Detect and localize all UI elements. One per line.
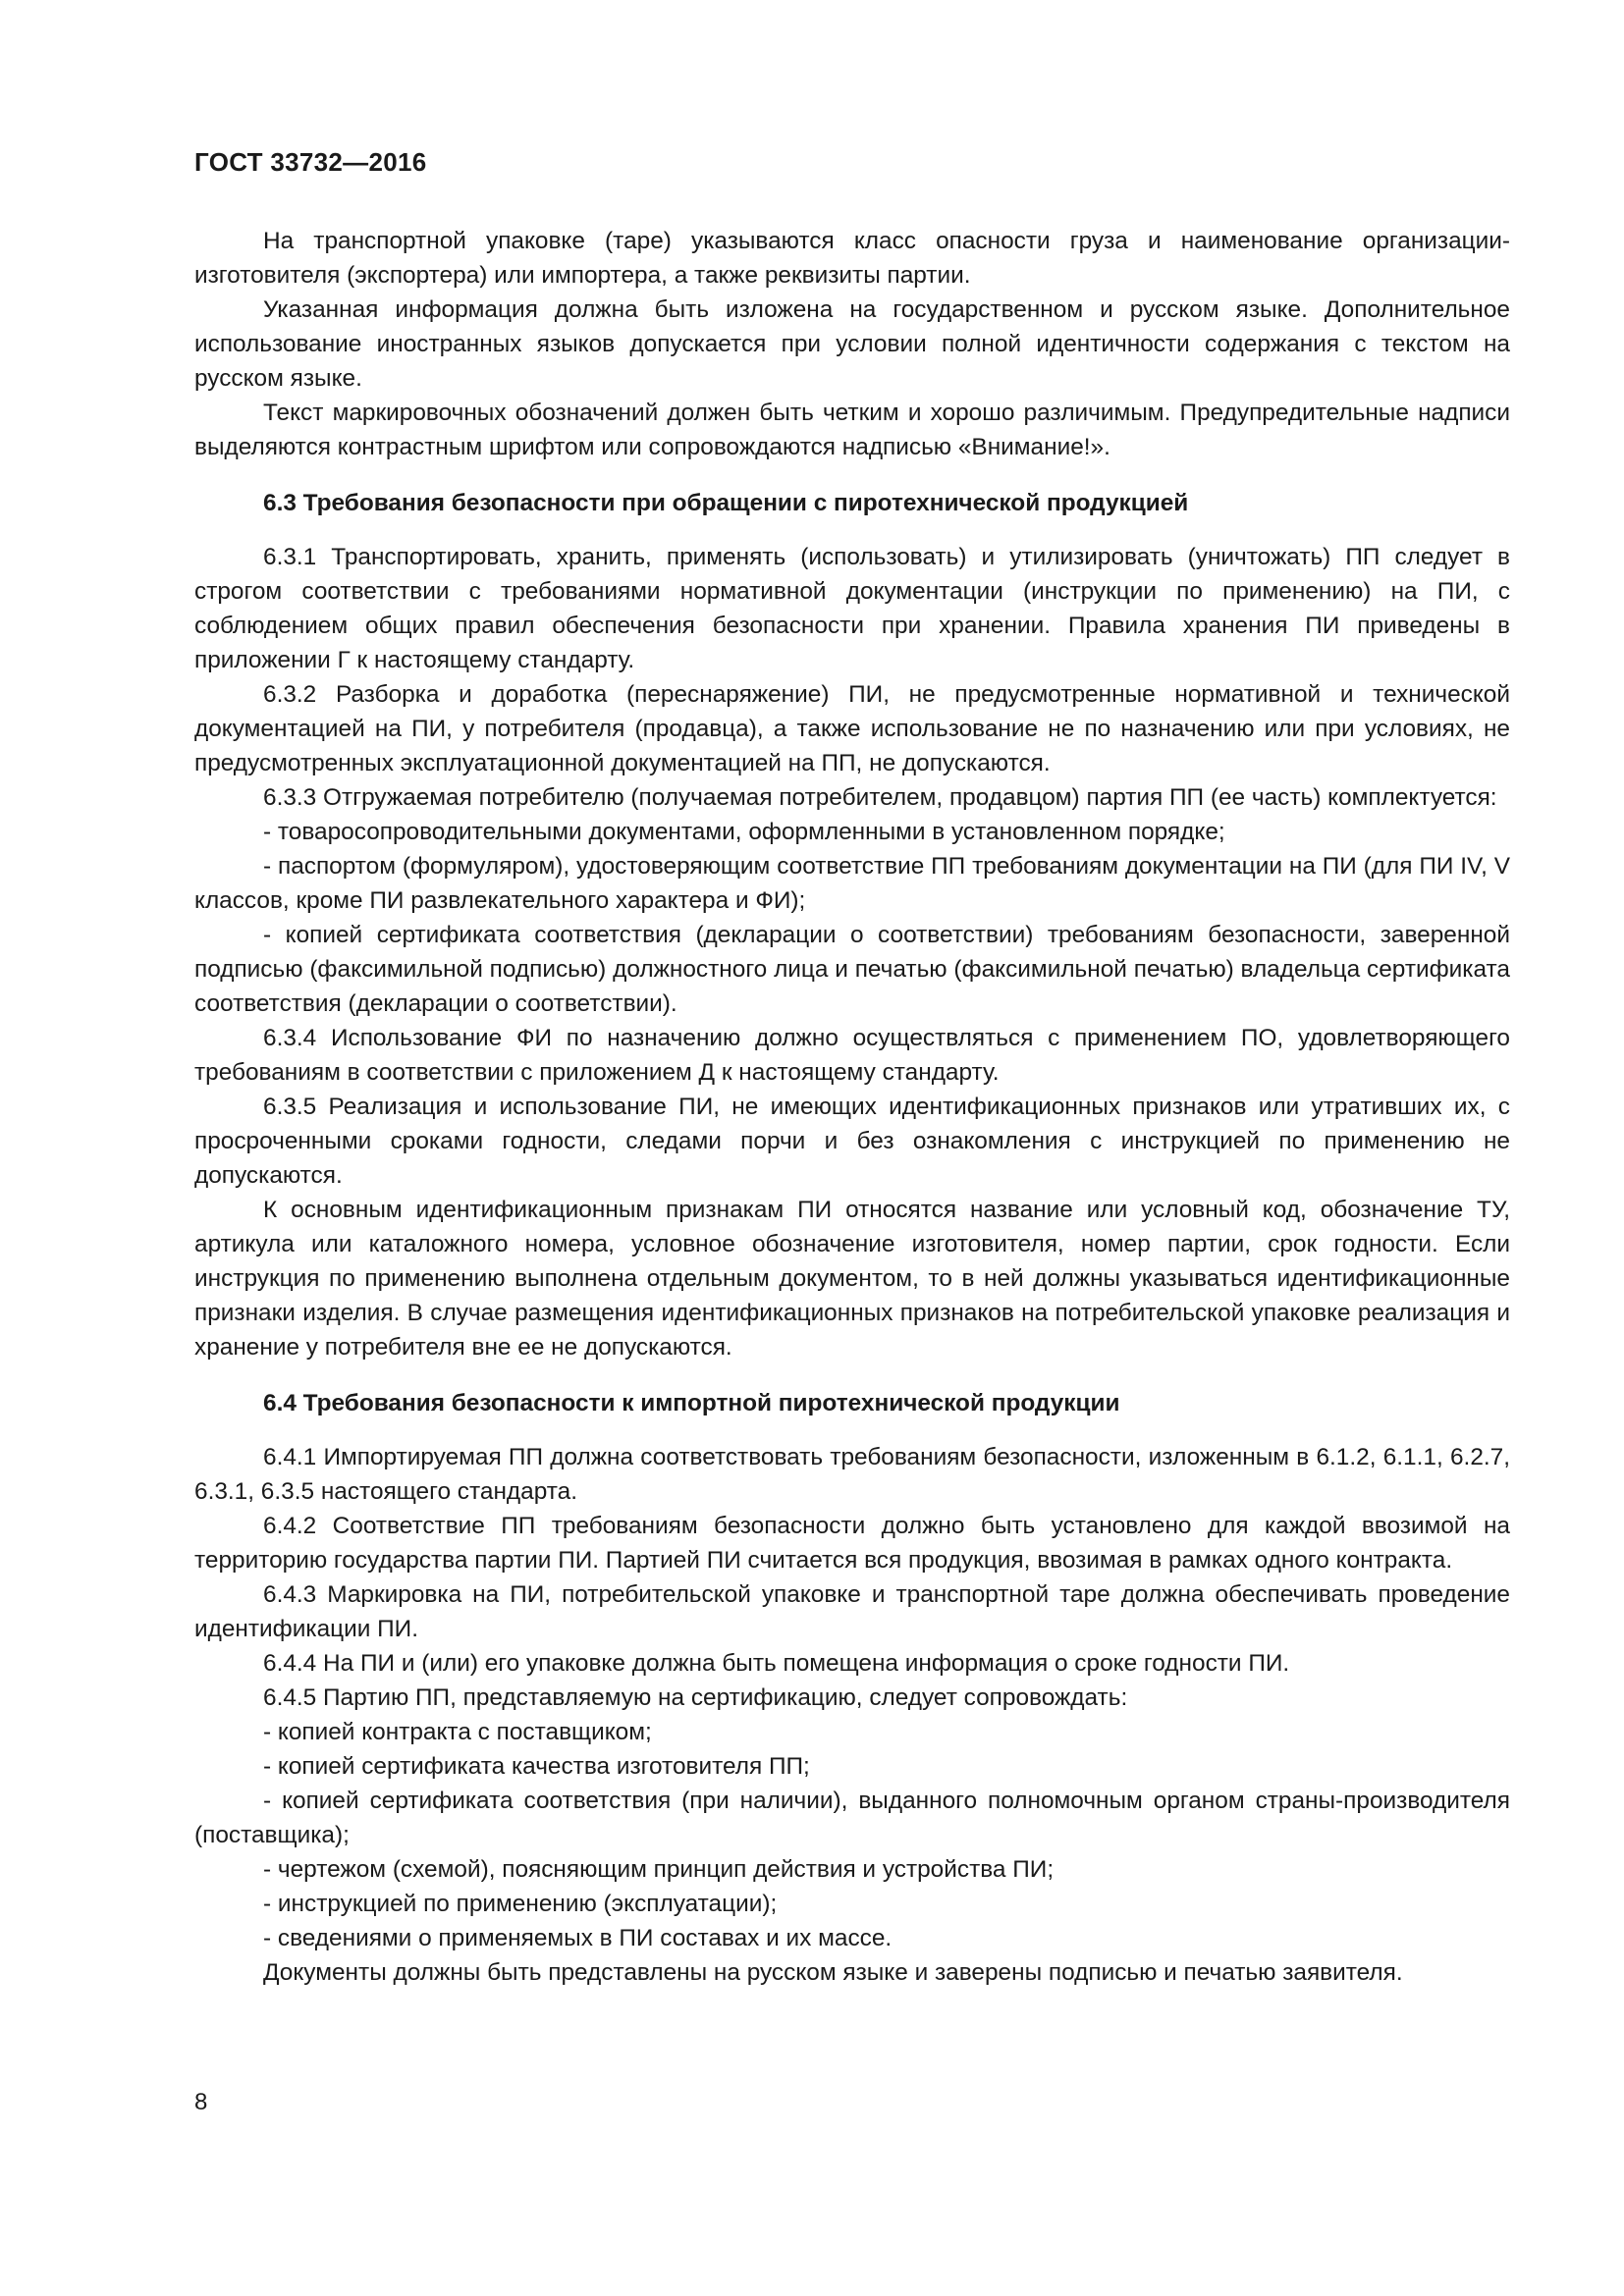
paragraph: К основным идентификационным признакам ПИ относятся название или условный код, обозначение ТУ, артикула или каталожного номера, условное обозначение изготовителя, номер партии, срок годности. Если инструкция по применению выполнена отдельным документом, то в ней должны указываться идентификационные признаки изделия. В случае размещения идентификационных признаков на потребительской упаковке реализация и хранение у потребителя вне ее не допускаются.: [194, 1197, 1510, 1361]
paragraph: 6.3.5 Реализация и использование ПИ, не имеющих идентификационных признаков или утративших их, с просроченными сроками годности, следами порчи и без ознакомления с инструкцией по применению не допускаются.: [194, 1094, 1510, 1189]
list-item: - копией сертификата качества изготовителя ПП;: [263, 1753, 810, 1780]
paragraph: Документы должны быть представлены на русском языке и заверены подписью и печатью заявителя.: [263, 1959, 1403, 1986]
paragraph: Текст маркировочных обозначений должен быть четким и хорошо различимым. Предупредительные надписи выделяются контрастным шрифтом или сопровождаются надписью «Внимание!».: [194, 400, 1510, 460]
paragraph: 6.4.2 Соответствие ПП требованиям безопасности должно быть установлено для каждой ввозимой на территорию государства партии ПИ. Партией ПИ считается вся продукция, ввозимая в рамках одного контракта.: [194, 1513, 1510, 1574]
list-item: - чертежом (схемой), поясняющим принцип действия и устройства ПИ;: [263, 1856, 1055, 1883]
list-item: - копией сертификата соответствия (декларации о соответствии) требованиям безопасности, заверенной подписью (факсимильной подписью) должностного лица и печатью (факсимильной печатью) владельца сертификата соответствия (декларации о соответствии).: [194, 922, 1510, 1017]
paragraph: На транспортной упаковке (таре) указываются класс опасности груза и наименование организации-изготовителя (экспортера) или импортера, а также реквизиты партии.: [194, 228, 1510, 289]
paragraph: 6.4.5 Партию ПП, представляемую на сертификацию, следует сопровождать:: [263, 1684, 1128, 1711]
section-heading-6-4: 6.4 Требования безопасности к импортной пиротехнической продукции: [263, 1390, 1120, 1416]
paragraph: 6.4.4 На ПИ и (или) его упаковке должна быть помещена информация о сроке годности ПИ.: [263, 1650, 1290, 1677]
paragraph: 6.3.4 Использование ФИ по назначению должно осуществляться с применением ПО, удовлетворяющего требованиям в соответствии с приложением Д к настоящему стандарту.: [194, 1025, 1510, 1086]
list-item: - копией сертификата соответствия (при наличии), выданного полномочным органом страны-производителя (поставщика);: [194, 1788, 1510, 1848]
paragraph: 6.3.3 Отгружаемая потребителю (получаемая потребителем, продавцом) партия ПП (ее часть) комплектуется:: [263, 784, 1497, 811]
paragraph: 6.4.1 Импортируемая ПП должна соответствовать требованиям безопасности, изложенным в 6.1.2, 6.1.1, 6.2.7, 6.3.1, 6.3.5 настоящего стандарта.: [194, 1444, 1510, 1505]
list-item: - паспортом (формуляром), удостоверяющим соответствие ПП требованиям документации на ПИ (для ПИ IV, V классов, кроме ПИ развлекательного характера и ФИ);: [194, 853, 1510, 914]
document-header: ГОСТ 33732—2016: [194, 147, 427, 177]
section-heading-6-3: 6.3 Требования безопасности при обращении с пиротехнической продукцией: [263, 490, 1189, 516]
document-body: [194, 224, 1510, 1990]
page-number: 8: [194, 2089, 208, 2115]
list-item: - копией контракта с поставщиком;: [263, 1719, 652, 1745]
paragraph: 6.3.1 Транспортировать, хранить, применять (использовать) и утилизировать (уничтожать) ПП следует в строгом соответствии с требованиями нормативной документации (инструкции по применению) на ПИ, с соблюдением общих правил обеспечения безопасности при хранении. Правила хранения ПИ приведены в приложении Г к настоящему стандарту.: [194, 544, 1510, 673]
paragraph: 6.4.3 Маркировка на ПИ, потребительской упаковке и транспортной таре должна обеспечивать проведение идентификации ПИ.: [194, 1581, 1510, 1642]
list-item: - инструкцией по применению (эксплуатации);: [263, 1891, 778, 1917]
paragraph: 6.3.2 Разборка и доработка (переснаряжение) ПИ, не предусмотренные нормативной и технической документацией на ПИ, у потребителя (продавца), а также использование не по назначению или при условиях, не предусмотренных эксплуатационной документацией на ПП, не допускаются.: [194, 681, 1510, 776]
list-item: - сведениями о применяемых в ПИ составах и их массе.: [263, 1925, 893, 1951]
list-item: - товаросопроводительными документами, оформленными в установленном порядке;: [263, 819, 1225, 845]
paragraph: Указанная информация должна быть изложена на государственном и русском языке. Дополнительное использование иностранных языков допускается при условии полной идентичности содержания с текстом на русском языке.: [194, 296, 1510, 392]
